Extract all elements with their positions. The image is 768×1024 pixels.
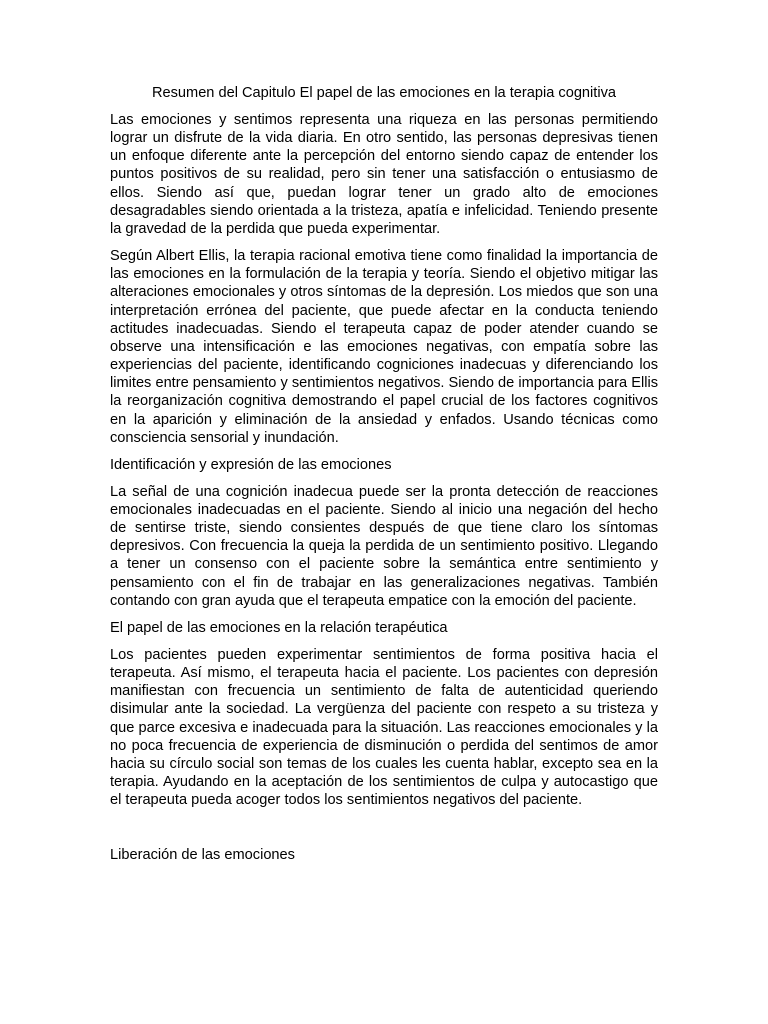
document-title: Resumen del Capitulo El papel de las emociones en la terapia cognitiva <box>151 85 617 101</box>
section-heading-identification: Identificación y expresión de las emociones <box>110 456 392 473</box>
paragraph-albert-ellis: Según Albert Ellis, la terapia racional emotiva tiene como finalidad la importancia de las emociones en la formulación de la terapia y teoría. Siendo el objetivo mitigar las alteraciones emocionales y otros síntomas de la depresión. Los miedos que son una interpretación errónea del paciente, que puede afectar en la conducta teniendo actitudes inadecuadas. Siendo el terapeuta capaz de poder atender cuando se observe una intensificación e las emociones negativas, con empatía sobre las experiencias del paciente, identificando cogniciones inadecuas y diferenciando los limites entre pensamiento y sentimientos negativos. Siendo de importancia para Ellis la reorganización cognitiva demostrando el papel crucial de los factores cognitivos en la aparición y eliminación de la ansiedad y enfados. Usando técnicas como consciencia sensorial y inundación. <box>110 248 658 446</box>
section-heading-liberation: Liberación de las emociones <box>110 847 295 864</box>
document-page <box>110 84 658 873</box>
paragraph-therapeutic-relationship: Los pacientes pueden experimentar sentimientos de forma positiva hacia el terapeuta. Así mismo, el terapeuta hacia el paciente. Los pacientes con depresión manifiestan con frecuencia un sentimiento de falta de autenticidad queriendo disimular ante la sociedad. La vergüenza del paciente con respeto a su tristeza y que parce excesiva e inadecuada para la situación. Las reacciones emocionales y la no poca frecuencia de experiencia de disminución o perdida del sentimos de amor hacia su círculo social son temas de los cuales les cuenta hablar, excepto sea en la terapia. Ayudando en la aceptación de los sentimientos de culpa y autocastigo que el terapeuta pueda acoger todos los sentimientos negativos del paciente. <box>110 646 658 809</box>
section-heading-therapeutic-relationship: El papel de las emociones en la relación terapéutica <box>110 619 448 636</box>
paragraph-emotions-intro: Las emociones y sentimos representa una riqueza en las personas permitiendo lograr un disfrute de la vida diaria. En otro sentido, las personas depresivas tienen un enfoque diferente ante la percepción del entorno siendo capaz de entender los puntos positivos de su realidad, pero sin tener una satisfacción o entusiasmo de ellos. Siendo así que, puedan lograr tener un grado alto de emociones desagradables siendo orientada a la tristeza, apatía e infelicidad. Teniendo presente la gravedad de la perdida que pueda experimentar. <box>110 112 658 237</box>
paragraph-identification: La señal de una cognición inadecua puede ser la pronta detección de reacciones emocionales inadecuadas en el paciente. Siendo al inicio una negación del hecho de sentirse triste, siendo consientes después de que tiene claro los síntomas depresivos. Con frecuencia la queja la perdida de un sentimiento positivo. Llegando a tener un consenso con el paciente sobre la semántica entre sentimiento y pensamiento con el fin de trabajar en las generalizaciones negativas. También contando con gran ayuda que el terapeuta empatice con la emoción del paciente. <box>110 483 658 609</box>
